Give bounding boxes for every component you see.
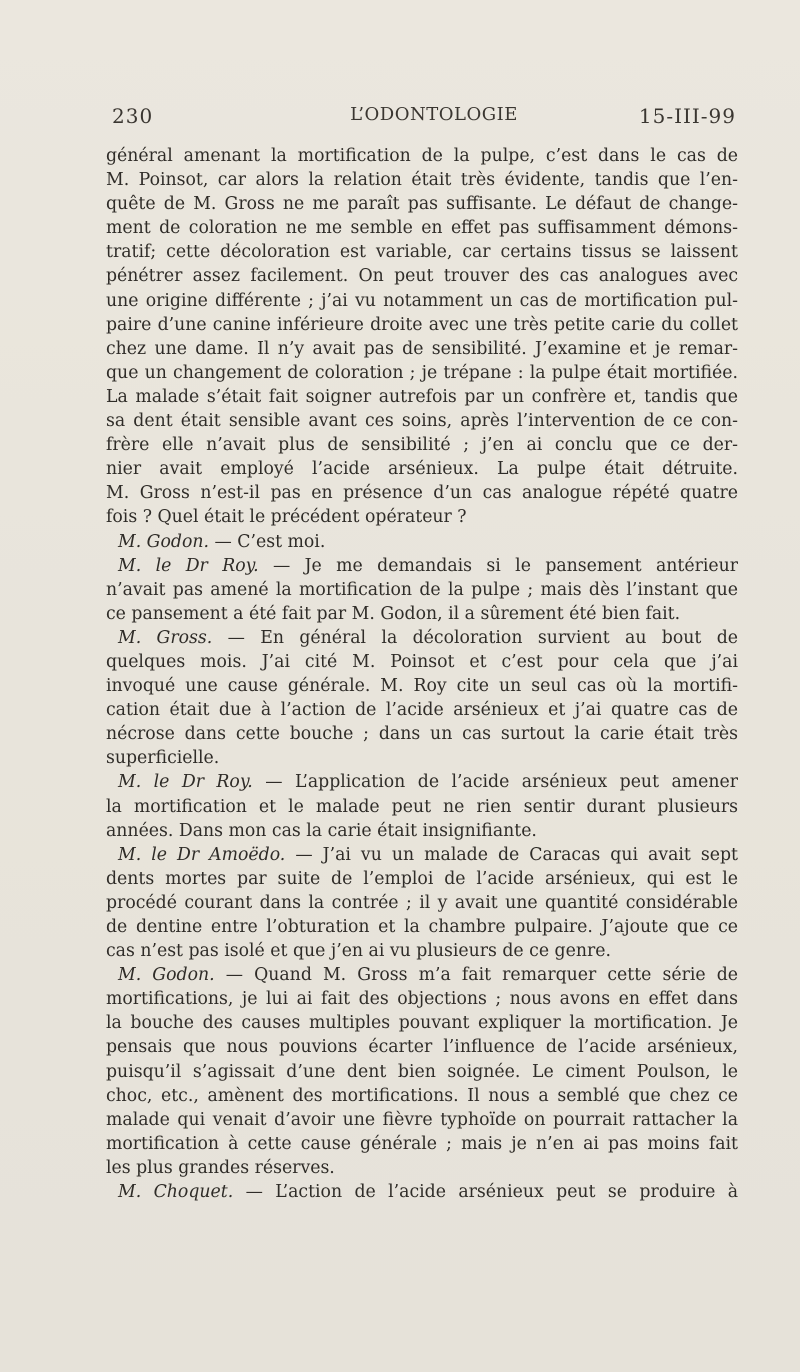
text-line (106, 674, 738, 698)
line-text: la mortification et le malade peut ne rien sentir durant plusieurs (106, 796, 738, 817)
line-text: M. Gross n’est-il pas en présence d’un cas analogue répété quatre (106, 483, 738, 504)
line-text: quelques mois. J’ai cité M. Poinsot et c’est pour cela que j’ai (106, 651, 738, 672)
line-text: cas n’est pas isolé et que j’en ai vu plusieurs de ce genre. (106, 941, 611, 962)
text-line (106, 1035, 738, 1059)
text-line (106, 433, 738, 457)
line-text: mortification à cette cause générale ; mais je n’en ai pas moins fait (106, 1133, 738, 1154)
text-line (106, 602, 738, 626)
text-line (106, 505, 738, 529)
line-text: mortifications, je lui ai fait des objections ; nous avons en effet dans (106, 989, 738, 1010)
text-line (106, 722, 738, 746)
text-line (106, 289, 738, 313)
text-line (106, 987, 738, 1011)
line-text: puisqu’il s’agissait d’une dent bien soignée. Le ciment Poulson, le (106, 1061, 738, 1082)
text-line (106, 626, 738, 650)
text-line (106, 746, 738, 770)
body-text (106, 144, 738, 1204)
line-text: malade qui venait d’avoir une fièvre typhoïde on pourrait rattacher la (106, 1109, 738, 1130)
speaker-name: M. le Dr Roy. (118, 772, 253, 793)
line-text: cation était due à l’action de l’acide arsénieux et j’ai quatre cas de (106, 700, 738, 721)
text-line (106, 698, 738, 722)
line-text: fois ? Quel était le précédent opérateur ? (106, 507, 467, 528)
line-text: une origine différente ; j’ai vu notamment un cas de mortification pul- (106, 290, 738, 311)
line-text: — C’est moi. (208, 531, 326, 552)
text-line (106, 867, 738, 891)
line-text: dents mortes par suite de l’emploi de l’acide arsénieux, qui est le (106, 868, 738, 889)
text-line (106, 578, 738, 602)
line-text: — En général la décoloration survient au bout de (212, 627, 738, 648)
text-line (106, 843, 738, 867)
line-text: sa dent était sensible avant ces soins, après l’intervention de ce con- (106, 411, 738, 432)
line-text: procédé courant dans la contrée ; il y avait une quantité considérable (106, 892, 738, 913)
line-text: frère elle n’avait plus de sensibilité ; j’en ai conclu que ce der- (106, 435, 738, 456)
text-line (106, 216, 738, 240)
line-text: invoqué une cause générale. M. Roy cite un seul cas où la mortifi- (106, 676, 738, 697)
text-line (106, 1108, 738, 1132)
speaker-name: M. le Dr Roy. (118, 555, 259, 576)
line-text: la bouche des causes multiples pouvant expliquer la mortification. Je (106, 1013, 738, 1034)
line-text: chez une dame. Il n’y avait pas de sensibilité. J’examine et je remar- (106, 338, 738, 359)
line-text: tratif; cette décoloration est variable, car certains tissus se laissent (106, 242, 738, 263)
speaker-name: M. le Dr Amoëdo. (118, 844, 286, 865)
line-text: nécrose dans cette bouche ; dans un cas surtout la carie était très (106, 724, 738, 745)
text-line (106, 1156, 738, 1180)
text-line (106, 819, 738, 843)
text-line (106, 144, 738, 168)
text-line (106, 650, 738, 674)
line-text: général amenant la mortification de la pulpe, c’est dans le cas de (106, 146, 738, 166)
text-line (106, 409, 738, 433)
text-line (106, 915, 738, 939)
text-line (106, 795, 738, 819)
speaker-name: M. Godon. (118, 965, 215, 986)
text-line (106, 313, 738, 337)
line-text: choc, etc., amènent des mortifications. Il nous a semblé que chez ce (106, 1085, 738, 1106)
text-line (106, 1060, 738, 1084)
line-text: — L’action de l’acide arsénieux peut se produire à (233, 1182, 738, 1203)
speaker-name: M. Godon. (118, 531, 209, 552)
line-text: ment de coloration ne me semble en effet pas suffisamment démons- (106, 218, 738, 239)
text-line (106, 457, 738, 481)
line-text: — L’application de l’acide arsénieux peut amener (252, 772, 738, 793)
line-text: pénétrer assez facilement. On peut trouver des cas analogues avec (106, 266, 738, 287)
line-text: années. Dans mon cas la carie était insignifiante. (106, 820, 537, 841)
line-text: M. Poinsot, car alors la relation était très évidente, tandis que l’en- (106, 170, 738, 191)
line-text: de dentine entre l’obturation et la chambre pulpaire. J’ajoute que ce (106, 917, 738, 937)
text-line (106, 1180, 738, 1204)
text-line (106, 891, 738, 915)
running-head (112, 104, 736, 134)
line-text: les plus grandes réserves. (106, 1157, 335, 1178)
text-line (106, 1084, 738, 1108)
text-line (106, 168, 738, 192)
text-line (106, 264, 738, 288)
line-text: quête de M. Gross ne me paraît pas suffisante. Le défaut de change- (106, 194, 738, 215)
line-text: — Quand M. Gross m’a fait remarquer cette série de (214, 965, 738, 986)
line-text: — Je me demandais si le pansement antérieur (258, 555, 738, 576)
line-text: nier avait employé l’acide arsénieux. La pulpe était détruite. (106, 459, 738, 480)
text-line (106, 240, 738, 264)
line-text: ce pansement a été fait par M. Godon, il a sûrement été bien fait. (106, 603, 681, 624)
text-line (106, 337, 738, 361)
line-text: n’avait pas amené la mortification de la pulpe ; mais dès l’instant que (106, 579, 738, 600)
line-text: que un changement de coloration ; je trépane : la pulpe était mortifiée. (106, 362, 738, 383)
text-line (106, 361, 738, 385)
text-line (106, 385, 738, 409)
line-text: paire d’une canine inférieure droite avec une très petite carie du collet (106, 314, 738, 335)
text-line (106, 192, 738, 216)
line-text: — J’ai vu un malade de Caracas qui avait sept (285, 844, 738, 865)
page-number: 230 (112, 104, 154, 128)
speaker-name: M. Gross. (118, 627, 213, 648)
text-line (106, 1011, 738, 1035)
text-line (106, 770, 738, 794)
text-line (106, 530, 738, 554)
line-text: superficielle. (106, 748, 220, 769)
journal-title: L’ODONTOLOGIE (350, 104, 518, 125)
line-text: La malade s’était fait soigner autrefois par un confrère et, tandis que (106, 386, 738, 407)
text-line (106, 963, 738, 987)
line-text: pensais que nous pouvions écarter l’influence de l’acide arsénieux, (106, 1037, 738, 1058)
text-line (106, 554, 738, 578)
text-line (106, 939, 738, 963)
issue-date: 15-III-99 (638, 104, 736, 128)
text-line (106, 481, 738, 505)
text-line (106, 1132, 738, 1156)
speaker-name: M. Choquet. (118, 1182, 234, 1203)
